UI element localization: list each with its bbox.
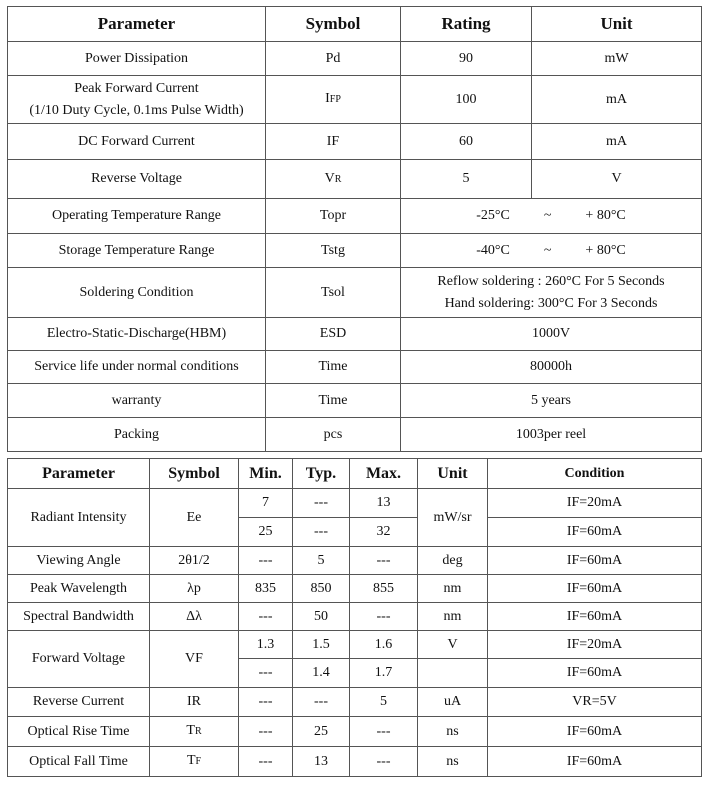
max-cell: 5 — [350, 688, 418, 717]
table-row — [8, 42, 702, 76]
table-row — [8, 76, 702, 124]
soldering-line: Hand soldering: 300°C For 3 Seconds — [444, 295, 658, 311]
temp-min: -40°C — [476, 242, 510, 258]
table-row — [8, 234, 702, 268]
min-cell: --- — [239, 717, 293, 747]
table-row — [8, 160, 702, 199]
temp-max: + 80°C — [585, 208, 626, 223]
parameter-cell: Viewing Angle — [8, 547, 150, 575]
symbol-main: I — [325, 91, 330, 106]
header-unit: Unit — [418, 459, 488, 489]
condition-cell: IF=60mA — [488, 659, 702, 688]
table-row — [8, 717, 702, 747]
max-cell: 855 — [350, 575, 418, 603]
unit-cell: uA — [418, 688, 488, 717]
min-cell: --- — [239, 547, 293, 575]
typ-cell: --- — [293, 688, 350, 717]
max-cell: --- — [350, 717, 418, 747]
max-cell: 1.6 — [350, 631, 418, 659]
rating-cell: 100 — [401, 76, 532, 124]
parameter-cell: Optical Rise Time — [8, 717, 150, 747]
header-parameter: Parameter — [8, 7, 266, 42]
absolute-maximum-ratings-table — [7, 6, 702, 452]
condition-cell: IF=60mA — [488, 747, 702, 777]
symbol-cell: Topr — [266, 199, 401, 234]
min-cell: --- — [239, 603, 293, 631]
typ-cell: 25 — [293, 717, 350, 747]
typ-cell: 13 — [293, 747, 350, 777]
unit-cell: mA — [532, 76, 702, 124]
table-row — [8, 489, 702, 518]
symbol-cell — [266, 76, 401, 124]
typ-cell: --- — [293, 518, 350, 547]
header-max: Max. — [350, 459, 418, 489]
rating-cell — [401, 199, 702, 234]
symbol-cell: Time — [266, 384, 401, 418]
symbol-cell: Time — [266, 351, 401, 384]
table-row — [8, 384, 702, 418]
rating-cell — [401, 268, 702, 318]
symbol-subscript: FP — [329, 94, 341, 105]
rating-cell: 90 — [401, 42, 532, 76]
typ-cell: 5 — [293, 547, 350, 575]
parameter-cell: Electro-Static-Discharge(HBM) — [8, 318, 266, 351]
symbol-cell: Pd — [266, 42, 401, 76]
symbol-cell: pcs — [266, 418, 401, 452]
header-typ: Typ. — [293, 459, 350, 489]
parameter-cell: Power Dissipation — [8, 42, 266, 76]
symbol-main: T — [186, 753, 196, 768]
unit-cell: nm — [418, 575, 488, 603]
table-row — [8, 575, 702, 603]
rating-cell: 80000h — [401, 351, 702, 384]
symbol-cell: Ee — [150, 489, 239, 547]
temp-min: -25°C — [476, 208, 510, 223]
electro-optical-characteristics-table — [7, 458, 702, 777]
unit-cell: nm — [418, 603, 488, 631]
soldering-line: Reflow soldering : 260°C For 5 Seconds — [437, 273, 665, 289]
symbol-cell: Tsol — [266, 268, 401, 318]
header-parameter: Parameter — [8, 459, 150, 489]
parameter-cell: Radiant Intensity — [8, 489, 150, 547]
parameter-cell: Operating Temperature Range — [8, 199, 266, 234]
max-cell: 1.7 — [350, 659, 418, 688]
rating-cell — [401, 234, 702, 268]
unit-cell: mW — [532, 42, 702, 76]
rating-cell: 60 — [401, 124, 532, 160]
unit-cell: ns — [418, 717, 488, 747]
min-cell: --- — [239, 688, 293, 717]
symbol-cell: ESD — [266, 318, 401, 351]
typ-cell: 50 — [293, 603, 350, 631]
parameter-cell: DC Forward Current — [8, 124, 266, 160]
condition-cell: IF=60mA — [488, 575, 702, 603]
symbol-cell — [150, 747, 239, 777]
min-cell: --- — [239, 659, 293, 688]
temp-separator: ~ — [543, 242, 552, 258]
parameter-cell: Reverse Voltage — [8, 160, 266, 199]
header-symbol: Symbol — [266, 7, 401, 42]
unit-cell: mW/sr — [418, 489, 488, 547]
typ-cell: 850 — [293, 575, 350, 603]
rating-cell: 1000V — [401, 318, 702, 351]
symbol-cell: Δλ — [150, 603, 239, 631]
parameter-cell: Optical Fall Time — [8, 747, 150, 777]
symbol-main: T — [186, 723, 195, 738]
header-symbol: Symbol — [150, 459, 239, 489]
condition-cell: IF=60mA — [488, 717, 702, 747]
unit-cell: ns — [418, 747, 488, 777]
table-row — [8, 124, 702, 160]
temp-max: + 80°C — [585, 242, 626, 258]
unit-cell: deg — [418, 547, 488, 575]
condition-cell: IF=20mA — [488, 631, 702, 659]
symbol-cell: IR — [150, 688, 239, 717]
header-min: Min. — [239, 459, 293, 489]
typ-cell: --- — [293, 489, 350, 518]
symbol-subscript: R — [194, 726, 202, 737]
max-cell: 32 — [350, 518, 418, 547]
table-row — [8, 351, 702, 384]
condition-cell: VR=5V — [488, 688, 702, 717]
min-cell: 835 — [239, 575, 293, 603]
max-cell: 13 — [350, 489, 418, 518]
table-row — [8, 318, 702, 351]
parameter-cell: warranty — [8, 384, 266, 418]
symbol-subscript: F — [195, 756, 202, 767]
header-row — [8, 459, 702, 489]
condition-cell: IF=60mA — [488, 547, 702, 575]
parameter-line: (1/10 Duty Cycle, 0.1ms Pulse Width) — [29, 102, 244, 118]
table-row — [8, 603, 702, 631]
unit-cell: mA — [532, 124, 702, 160]
parameter-cell: Peak Wavelength — [8, 575, 150, 603]
min-cell: --- — [239, 747, 293, 777]
header-condition: Condition — [488, 459, 702, 489]
symbol-cell: IF — [266, 124, 401, 160]
symbol-cell — [266, 160, 401, 199]
unit-cell: V — [532, 160, 702, 199]
parameter-cell: Service life under normal conditions — [8, 351, 266, 384]
table-row — [8, 268, 702, 318]
condition-cell: IF=20mA — [488, 489, 702, 518]
table-row — [8, 747, 702, 777]
symbol-subscript: R — [334, 173, 342, 185]
temp-separator: ~ — [543, 208, 552, 223]
table-row — [8, 688, 702, 717]
rating-cell: 5 years — [401, 384, 702, 418]
header-row — [8, 7, 702, 42]
table-row — [8, 547, 702, 575]
symbol-cell: Tstg — [266, 234, 401, 268]
parameter-cell: Forward Voltage — [8, 631, 150, 688]
min-cell: 25 — [239, 518, 293, 547]
max-cell: --- — [350, 603, 418, 631]
header-unit: Unit — [532, 7, 702, 42]
max-cell: --- — [350, 547, 418, 575]
condition-cell: IF=60mA — [488, 603, 702, 631]
typ-cell: 1.5 — [293, 631, 350, 659]
symbol-cell: λp — [150, 575, 239, 603]
parameter-cell: Storage Temperature Range — [8, 234, 266, 268]
table-row — [8, 199, 702, 234]
symbol-main: V — [324, 170, 335, 186]
rating-cell: 5 — [401, 160, 532, 199]
parameter-cell: Spectral Bandwidth — [8, 603, 150, 631]
parameter-cell: Packing — [8, 418, 266, 452]
unit-cell: V — [418, 631, 488, 659]
condition-cell: IF=60mA — [488, 518, 702, 547]
header-rating: Rating — [401, 7, 532, 42]
max-cell: --- — [350, 747, 418, 777]
table-row — [8, 418, 702, 452]
symbol-cell: 2θ1/2 — [150, 547, 239, 575]
min-cell: 7 — [239, 489, 293, 518]
table-row — [8, 631, 702, 659]
parameter-line: Peak Forward Current — [74, 80, 199, 96]
unit-cell — [418, 659, 488, 688]
min-cell: 1.3 — [239, 631, 293, 659]
parameter-cell: Soldering Condition — [8, 268, 266, 318]
parameter-cell: Reverse Current — [8, 688, 150, 717]
parameter-cell — [8, 76, 266, 124]
symbol-cell — [150, 717, 239, 747]
rating-cell: 1003per reel — [401, 418, 702, 452]
typ-cell: 1.4 — [293, 659, 350, 688]
symbol-cell: VF — [150, 631, 239, 688]
